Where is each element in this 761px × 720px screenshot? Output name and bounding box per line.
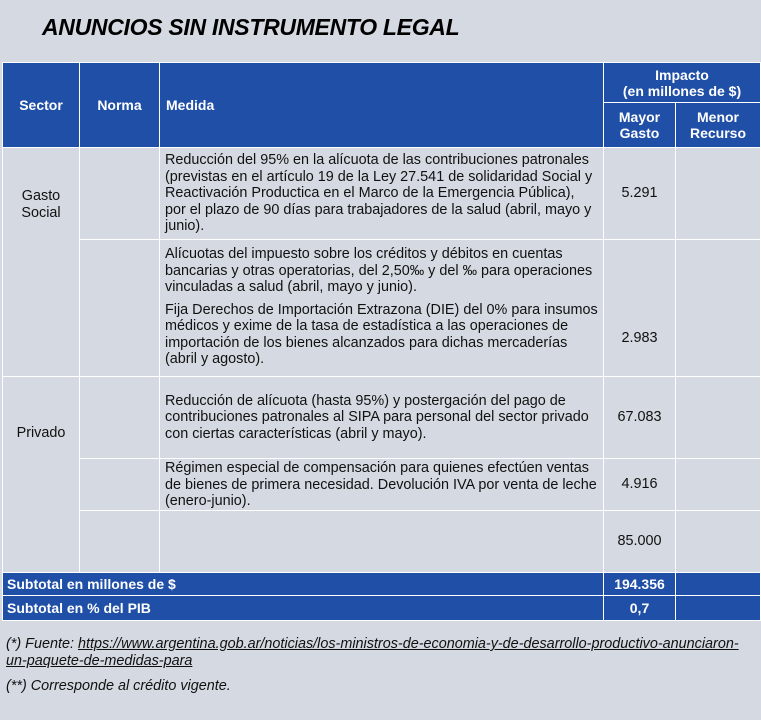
subtotal-pib-label: Subtotal en % del PIB — [3, 596, 604, 621]
menor-recurso-cell — [676, 459, 761, 511]
table-row — [3, 511, 761, 573]
page-title: ANUNCIOS SIN INSTRUMENTO LEGAL — [42, 14, 460, 40]
subtotal-pib-empty — [676, 596, 761, 621]
norma-cell — [80, 240, 160, 377]
header-impacto: Impacto (en millones de $) — [604, 63, 761, 103]
medida-cell — [160, 511, 604, 573]
table-row — [3, 240, 761, 377]
footnotes — [6, 636, 746, 703]
medida-cell: Régimen especial de compensación para quienes efectúen ventas de bienes de primera necesidad. Devolución IVA por venta de leche (enero-junio). — [160, 459, 604, 511]
table-row — [3, 148, 761, 240]
header-menor-recurso: Menor Recurso — [676, 103, 761, 148]
medida-cell: Reducción de alícuota (hasta 95%) y postergación del pago de contribuciones patronales al SIPA para personal del sector privado con ciertas características (abril y mayo). — [160, 377, 604, 459]
menor-recurso-cell — [676, 148, 761, 240]
footnote-source — [6, 636, 746, 670]
mayor-gasto-cell: 67.083 — [604, 377, 676, 459]
medida-cell — [160, 240, 604, 377]
mayor-gasto-cell: 5.291 — [604, 148, 676, 240]
sector-gasto-social: Gasto Social — [3, 148, 80, 377]
header-medida: Medida — [160, 63, 604, 148]
subtotal-pib-row — [3, 596, 761, 621]
mayor-gasto-cell: 85.000 — [604, 511, 676, 573]
medida-text: Alícuotas del impuesto sobre los créditos y débitos en cuentas bancarias y otras operatorias, del 2,50‰ y del ‰ para operaciones vinculadas a salud (abril, mayo y junio). — [165, 246, 593, 295]
header-sector: Sector — [3, 63, 80, 148]
menor-recurso-cell — [676, 377, 761, 459]
subtotal-pib-value: 0,7 — [604, 596, 676, 621]
sector-privado: Privado — [3, 377, 80, 573]
subtotal-millones-empty — [676, 573, 761, 596]
table-row — [3, 377, 761, 459]
mayor-gasto-cell: 4.916 — [604, 459, 676, 511]
measures-table — [2, 62, 761, 621]
header-mayor-gasto: Mayor Gasto — [604, 103, 676, 148]
header-norma: Norma — [80, 63, 160, 148]
norma-cell — [80, 511, 160, 573]
menor-recurso-cell — [676, 240, 761, 377]
subtotal-millones-row — [3, 573, 761, 596]
norma-cell — [80, 148, 160, 240]
source-link[interactable]: https://www.argentina.gob.ar/noticias/los-ministros-de-economia-y-de-desarrollo-productivo-anunciaron-un-paquete-de-medidas-para — [6, 636, 739, 669]
footnote-credit: (**) Corresponde al crédito vigente. — [6, 678, 231, 694]
norma-cell — [80, 377, 160, 459]
norma-cell — [80, 459, 160, 511]
subtotal-millones-label: Subtotal en millones de $ — [3, 573, 604, 596]
medida-text: Fija Derechos de Importación Extrazona (DIE) del 0% para insumos médicos y exime de la tasa de estadística a las operaciones de importación de los bienes alcanzados para dichas mercaderías (abril y agosto). — [165, 301, 598, 367]
subtotal-millones-value: 194.356 — [604, 573, 676, 596]
footnote-source-prefix: (*) Fuente: — [6, 636, 78, 652]
medida-cell: Reducción del 95% en la alícuota de las contribuciones patronales (previstas en el artículo 19 de la Ley 27.541 de solidaridad Social y Reactivación Productica en el Marco de la Emergencia Pública), por el plazo de 90 días para trabajadores de la salud (abril, mayo y junio). — [160, 148, 604, 240]
table-row — [3, 459, 761, 511]
mayor-gasto-cell: 2.983 — [604, 240, 676, 377]
menor-recurso-cell — [676, 511, 761, 573]
